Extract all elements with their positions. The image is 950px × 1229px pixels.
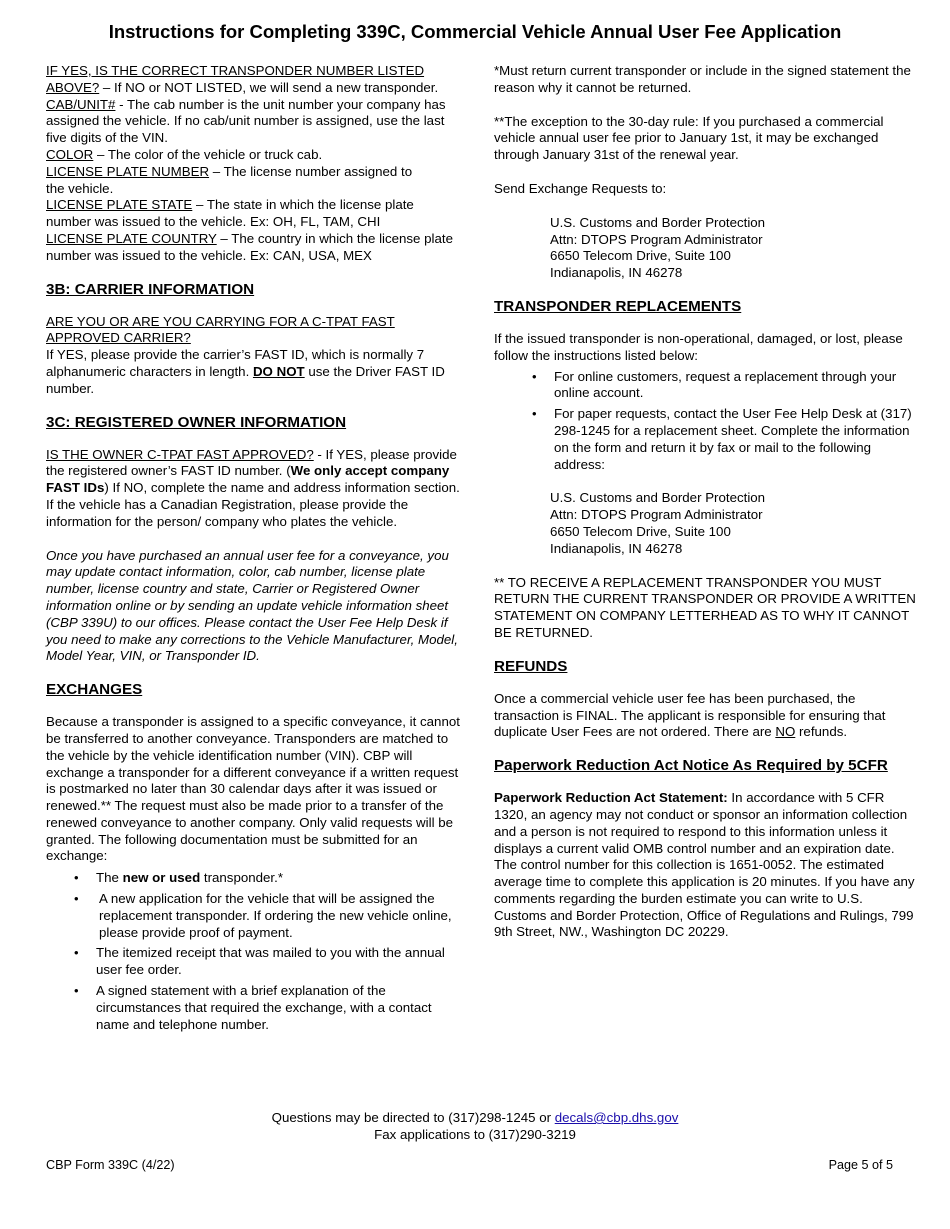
bullet-text: The itemized receipt that was mailed to you with the annual user fee order.	[96, 945, 445, 978]
owner-heading: 3C: REGISTERED OWNER INFORMATION	[46, 413, 347, 431]
exchanges-paragraph: Because a transponder is assigned to a specific conveyance, it cannot be transferred to another conveyance. Transponders are matched to the vehicle by the vehicle identification number (VIN). CBP will exchange a transponder for a different conveyance if a written request is postmarked no later than 30 calendar days after it was issued or renewed.** The request must also be made prior to a transfer of the renewed conveyance to another company. Only valid requests will be granted. The following documentation must be submitted for an exchange:	[46, 714, 460, 864]
address-line: Attn: DTOPS Program Administrator	[550, 231, 763, 247]
transponder-question: IF YES, IS THE CORRECT TRANSPONDER NUMBER LISTED ABOVE?	[46, 63, 425, 95]
exception-note: **The exception to the 30-day rule: If you purchased a commercial vehicle annual user fee prior to January 1st, it may be exchanged through January 31st of the renewal year.	[494, 113, 884, 163]
footer-questions	[0, 1110, 950, 1127]
address-line: Indianapolis, IN 46278	[550, 265, 683, 281]
replacements-paragraph: If the issued transponder is non-operational, damaged, or lost, please follow the instructions listed below:	[494, 330, 903, 363]
page-number: Page 5 of 5	[828, 1158, 893, 1172]
email-link[interactable]: decals@cbp.dhs.gov	[554, 1110, 679, 1125]
bullet-icon: •	[532, 406, 537, 422]
footer-questions-text: Questions may be directed to (317)298-1245 or	[271, 1110, 555, 1125]
right-column	[494, 63, 918, 941]
cab-paragraph	[46, 97, 460, 147]
carrier-paragraph	[46, 347, 460, 397]
pra-label: Paperwork Reduction Act Statement:	[494, 790, 728, 806]
replacement-address	[494, 490, 918, 557]
owner-question: IS THE OWNER C-TPAT FAST APPROVED?	[46, 446, 314, 462]
send-to-label: Send Exchange Requests to:	[494, 180, 667, 196]
bullet-text: For paper requests, contact the User Fee Help Desk at (317) 298-1245 for a replacement sheet. Complete the information on the form and return it by fax or mail to the following address:	[554, 406, 912, 472]
bullet-icon: •	[74, 945, 79, 961]
bullet-icon: •	[74, 983, 79, 999]
bullet-text: A signed statement with a brief explanation of the circumstances that required the exchange, with a contact name and telephone number.	[96, 983, 432, 1032]
address-line: Attn: DTOPS Program Administrator	[550, 507, 763, 523]
exchange-requirements-list	[46, 870, 460, 1033]
refunds-text-2: refunds.	[795, 724, 848, 740]
replacement-caps-notice: ** TO RECEIVE A REPLACEMENT TRANSPONDER YOU MUST RETURN THE CURRENT TRANSPONDER OR PROVIDE A WRITTEN STATEMENT ON COMPANY LETTERHEAD AS TO WHY IT CANNOT BE RETURNED.	[494, 574, 916, 640]
exchange-address	[494, 215, 918, 282]
page-title: Instructions for Completing 339C, Commercial Vehicle Annual User Fee Application	[108, 21, 842, 42]
address-line: 6650 Telecom Drive, Suite 100	[550, 523, 731, 539]
exchanges-heading: EXCHANGES	[46, 681, 143, 699]
transponder-text: – If NO or NOT LISTED, we will send a new transponder.	[99, 79, 439, 95]
carrier-text-1: If YES, please provide the carrier’s FAST ID, which is normally 7 alphanumeric characters in length.	[46, 347, 425, 379]
list-item	[46, 870, 460, 887]
list-item	[494, 406, 918, 473]
color-text: – The color of the vehicle or truck cab.	[93, 146, 323, 162]
refunds-text-1: Once a commercial vehicle user fee has been purchased, the transaction is FINAL. The applicant is responsible for ensuring that duplicate User Fees are not ordered. There are	[494, 690, 886, 740]
carrier-question: ARE YOU OR ARE YOU CARRYING FOR A C-TPAT FAST APPROVED CARRIER?	[46, 313, 395, 346]
cab-label: CAB/UNIT#	[46, 96, 116, 112]
plate-number-text: – The license number assigned to the vehicle.	[46, 163, 413, 196]
refunds-heading: REFUNDS	[494, 657, 568, 675]
address-line: U.S. Customs and Border Protection	[550, 490, 766, 506]
bullet-text: For online customers, request a replacement through your online account.	[554, 368, 897, 401]
carrier-do-not: DO NOT	[252, 363, 305, 379]
list-item	[46, 983, 460, 1033]
plate-country-label: LICENSE PLATE COUNTRY	[46, 230, 217, 246]
replacement-list	[494, 369, 918, 474]
refunds-no: NO	[775, 724, 796, 740]
owner-text-2: ) If NO, complete the name and address information section. If the vehicle has a Canadian Registration, please provide the information for the person/ company who plates the vehicle.	[46, 480, 460, 529]
owner-text-1: - If YES, please provide the registered owner’s FAST ID number. (	[46, 446, 457, 479]
cab-text: - The cab number is the unit number your company has assigned the vehicle. If no cab/unit number is assigned, use the last five digits of the VIN.	[46, 96, 446, 146]
bullet-icon: •	[74, 891, 79, 907]
bullet-text: transponder.*	[200, 870, 283, 886]
carrier-heading: 3B: CARRIER INFORMATION	[46, 280, 255, 298]
address-line: U.S. Customs and Border Protection	[550, 214, 766, 230]
transponder-paragraph	[46, 63, 460, 97]
bullet-bold: new or used	[122, 870, 201, 886]
pra-paragraph	[494, 790, 918, 941]
color-label: COLOR	[46, 146, 94, 162]
list-item	[46, 945, 460, 979]
form-id: CBP Form 339C (4/22)	[46, 1158, 175, 1172]
replacements-heading: TRANSPONDER REPLACEMENTS	[494, 297, 742, 315]
update-note: Once you have purchased an annual user fee for a conveyance, you may update contact information, color, cab number, license plate number, license country and state, Carrier or Registered Owner information online or by sending an update vehicle information sheet (CBP 339U) to our offices. Please contact the User Fee Help Desk if you need to make any corrections to the Vehicle Manufacturer, Model, Model Year, VIN, or Transponder ID.	[46, 547, 458, 664]
plate-state-paragraph	[46, 197, 460, 231]
bullet-text: A new application for the vehicle that will be assigned the replacement transponder. If ordering the new vehicle online, please provide proof of payment.	[99, 891, 452, 940]
list-item	[46, 891, 460, 941]
plate-country-paragraph	[46, 231, 460, 265]
bullet-text: The	[96, 870, 123, 886]
plate-state-label: LICENSE PLATE STATE	[46, 197, 193, 213]
plate-number-paragraph	[46, 164, 460, 198]
pra-text: In accordance with 5 CFR 1320, an agency may not conduct or sponsor an information collection and a person is not required to respond to this information unless it displays a current valid OMB control number and an expiration date. The control number for this collection is 1651-0052. The estimated average time to complete this application is 20 minutes. If you have any comments regarding the burden estimate you can write to U.S. Customs and Border Protection, Office of Regulations and Rulings, 799 9th Street, NW., Washington DC 20229.	[494, 790, 915, 940]
left-column	[46, 63, 460, 1033]
carrier-text-2: use the Driver FAST ID number.	[46, 363, 445, 396]
bullet-icon: •	[532, 368, 537, 384]
footer-fax: Fax applications to (317)290-3219	[374, 1127, 576, 1142]
plate-number-label: LICENSE PLATE NUMBER	[46, 163, 210, 179]
pra-heading: Paperwork Reduction Act Notice As Required by 5CFR	[494, 757, 888, 775]
must-return-note: *Must return current transponder or include in the signed statement the reason why it cannot be returned.	[494, 63, 911, 95]
bullet-icon: •	[74, 870, 79, 886]
address-line: Indianapolis, IN 46278	[550, 540, 683, 556]
plate-state-text: – The state in which the license plate number was issued to the vehicle. Ex: OH, FL, TAM, CHI	[46, 197, 414, 230]
owner-bold: We only accept company FAST IDs	[46, 463, 450, 496]
refunds-paragraph	[494, 691, 918, 741]
address-line: 6650 Telecom Drive, Suite 100	[550, 248, 731, 264]
list-item	[494, 369, 918, 403]
color-paragraph	[46, 147, 460, 164]
owner-paragraph	[46, 447, 460, 531]
plate-country-text: – The country in which the license plate number was issued to the vehicle. Ex: CAN, USA, MEX	[46, 230, 453, 263]
